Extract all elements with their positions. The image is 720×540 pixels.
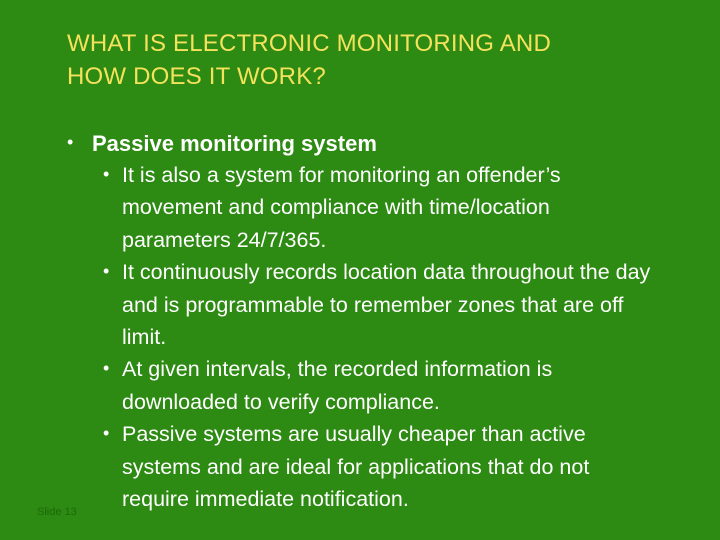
bullet-icon: • [103,261,110,282]
bullet-icon: • [103,358,110,379]
sub-bullet-list [67,159,707,515]
sub-bullet-item [103,159,662,256]
bullet-icon: • [103,423,110,444]
sub-bullet-item [103,353,662,418]
bullet-text: Passive monitoring system [92,131,377,156]
slide-title [67,27,687,93]
sub-bullet-item [103,418,662,515]
bullet-icon: • [67,132,74,152]
sub-bullet-text: It is also a system for monitoring an offender’s movement and compliance with time/location parameters 24/7/365. [122,163,561,252]
sub-bullet-text: It continuously records location data throughout the day and is programmable to remember zones that are off limit. [122,260,651,350]
slide-title-line-2: HOW DOES IT WORK? [67,63,326,90]
bullet-item [67,128,707,159]
sub-bullet-text: At given intervals, the recorded information is downloaded to verify compliance. [122,357,553,414]
sub-bullet-item [103,256,662,353]
slide-number: Slide 13 [37,506,77,518]
slide-title-line-1: WHAT IS ELECTRONIC MONITORING AND [67,30,551,57]
sub-bullet-text: Passive systems are usually cheaper than active systems and are ideal for applications that do not require immediate notification. [122,422,590,512]
bullet-icon: • [103,164,110,184]
bullet-list [67,128,707,515]
